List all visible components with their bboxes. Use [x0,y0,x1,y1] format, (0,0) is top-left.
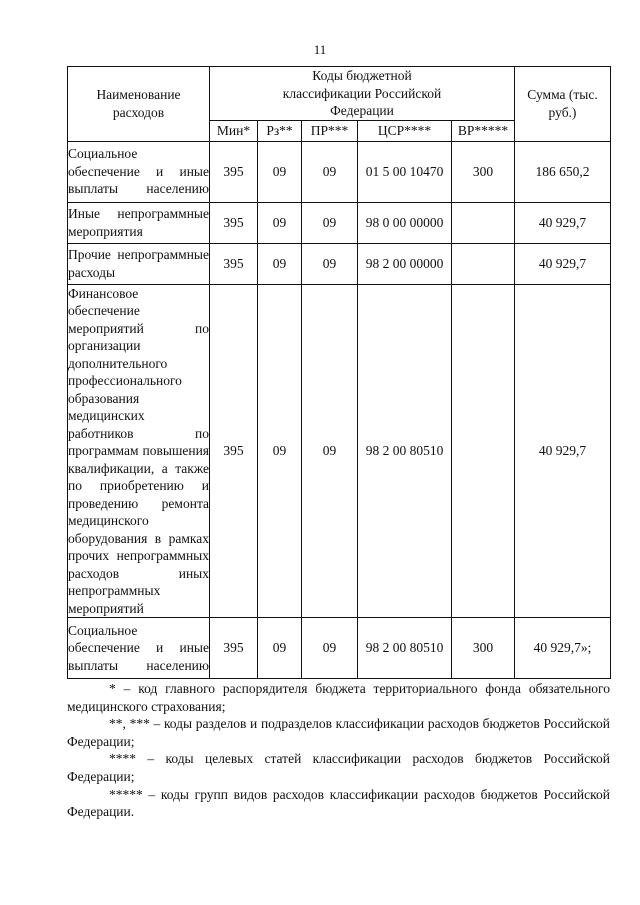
footnote: * – код главного распорядителя бюджета территориального фонда обязательного медицинского страхования; [67,681,610,714]
row-vr [452,202,515,243]
header-vr: ВР***** [452,120,515,141]
header-pr: ПР*** [302,120,358,141]
row-min: 395 [210,141,258,202]
header-sum: Сумма (тыс. руб.) [515,67,611,142]
row-vr: 300 [452,618,515,679]
row-rz: 09 [258,284,302,618]
row-csr: 98 2 00 00000 [358,243,452,284]
footnote: **** – коды целевых статей классификации расходов бюджетов Российской Федерации; [67,751,610,784]
footnote: **, *** – коды разделов и подразделов классификации расходов бюджетов Российской Федерации; [67,716,610,749]
row-min: 395 [210,284,258,618]
header-min: Мин* [210,120,258,141]
row-name: Прочие непрограммные расходы [68,243,210,284]
budget-table [67,66,611,679]
table-row [68,618,611,679]
row-name: Социальное обеспечение и иные выплаты населению [68,141,210,202]
page-number: 11 [313,42,327,57]
row-vr [452,243,515,284]
row-rz: 09 [258,202,302,243]
table-row [68,141,611,202]
row-pr: 09 [302,202,358,243]
footnote: ***** – коды групп видов расходов классификации расходов бюджетов Российской Федерации. [67,786,610,820]
header-rz: Рз** [258,120,302,141]
row-pr: 09 [302,618,358,679]
row-csr: 98 0 00 00000 [358,202,452,243]
row-vr: 300 [452,141,515,202]
row-rz: 09 [258,243,302,284]
row-name: Социальное обеспечение и иные выплаты населению [68,618,210,679]
header-csr: ЦСР**** [358,120,452,141]
row-csr: 98 2 00 80510 [358,284,452,618]
table-row [68,202,611,243]
row-min: 395 [210,618,258,679]
row-pr: 09 [302,243,358,284]
row-sum: 40 929,7 [515,243,611,284]
row-vr [452,284,515,618]
row-sum: 40 929,7 [515,202,611,243]
row-min: 395 [210,202,258,243]
row-rz: 09 [258,618,302,679]
row-pr: 09 [302,141,358,202]
header-row [68,67,611,121]
header-name: Наименование расходов [68,67,210,142]
row-min: 395 [210,243,258,284]
row-name: Финансовое обеспечение мероприятий по организации дополнительного профессионального образования медицинских работников по программам повышения квалификации, а также по приобретению и проведению ремонта медицинского оборудования в рамках прочих непрограммных расходов иных непрограммных мероприятий [68,285,209,616]
row-sum: 186 650,2 [515,141,611,202]
row-csr: 01 5 00 10470 [358,141,452,202]
footnotes [67,680,610,821]
table-row [68,284,611,618]
row-csr: 98 2 00 80510 [358,618,452,679]
row-rz: 09 [258,141,302,202]
row-name: Иные непрограммные мероприятия [68,202,210,243]
row-sum: 40 929,7»; [515,618,611,679]
row-pr: 09 [302,284,358,618]
table-row [68,243,611,284]
header-codes-group: Коды бюджетной классификации Российской Федерации [210,67,515,121]
row-sum: 40 929,7 [515,284,611,618]
